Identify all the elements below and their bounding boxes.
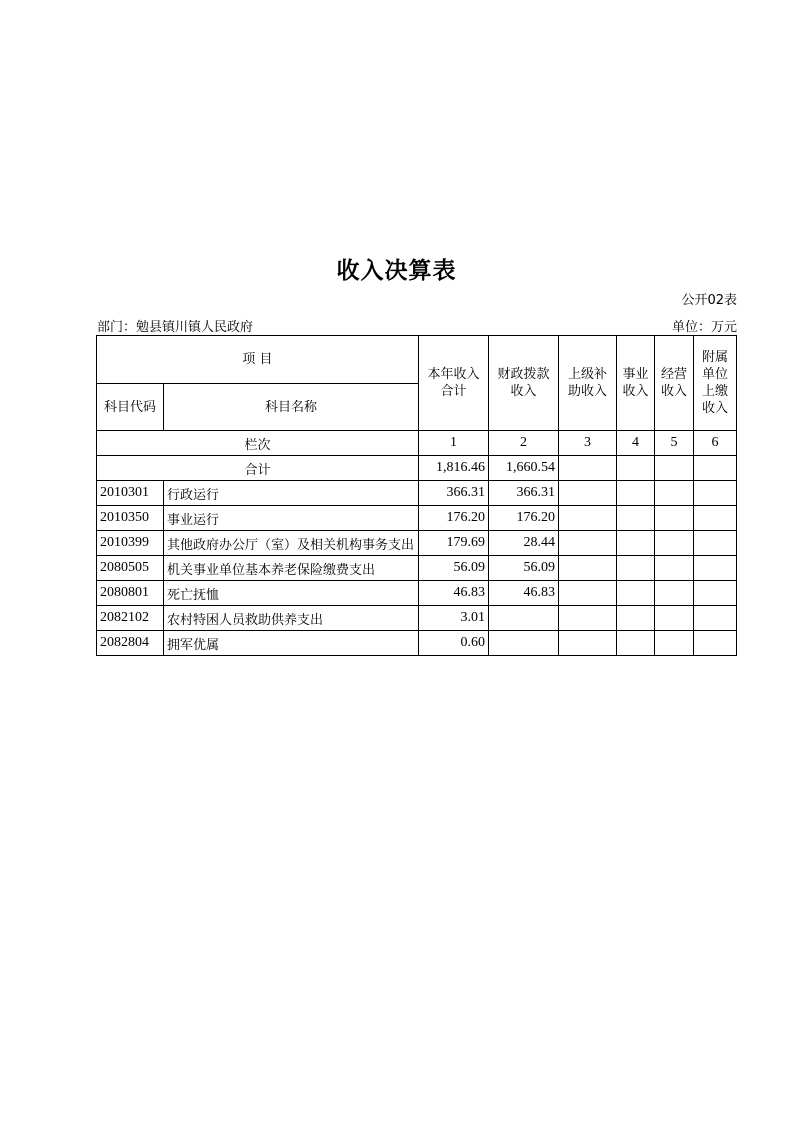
- row-fiscal: 46.83: [489, 581, 559, 606]
- row-business: [617, 631, 655, 656]
- row-name: 农村特困人员救助供养支出: [164, 606, 419, 631]
- row-business: [617, 531, 655, 556]
- header-superior: 上级补助收入: [559, 336, 617, 431]
- row-business: [617, 506, 655, 531]
- header-item: 项 目: [97, 336, 419, 384]
- row-code: 2080801: [97, 581, 164, 606]
- row-name: 行政运行: [164, 481, 419, 506]
- row-code: 2010350: [97, 506, 164, 531]
- row-total: 3.01: [419, 606, 489, 631]
- total-affiliated: [694, 456, 737, 481]
- column-number: 5: [655, 431, 694, 456]
- header-total: 本年收入合计: [419, 336, 489, 431]
- header-name: 科目名称: [164, 384, 419, 431]
- row-affiliated: [694, 531, 737, 556]
- row-code: 2080505: [97, 556, 164, 581]
- total-label: 合计: [97, 456, 419, 481]
- row-operating: [655, 631, 694, 656]
- row-fiscal: 366.31: [489, 481, 559, 506]
- total-row: [97, 456, 737, 481]
- total-superior: [559, 456, 617, 481]
- column-number-row: [97, 431, 737, 456]
- row-total: 366.31: [419, 481, 489, 506]
- table-row: [97, 581, 737, 606]
- header-affiliated: 附属单位上缴收入: [694, 336, 737, 431]
- row-total: 176.20: [419, 506, 489, 531]
- header-operating: 经营收入: [655, 336, 694, 431]
- column-number: 1: [419, 431, 489, 456]
- row-business: [617, 581, 655, 606]
- table-row: [97, 481, 737, 506]
- table-body: [97, 481, 737, 656]
- row-operating: [655, 606, 694, 631]
- row-code: 2082102: [97, 606, 164, 631]
- row-affiliated: [694, 506, 737, 531]
- department-label: 部门：勉县镇川镇人民政府: [97, 320, 254, 335]
- table-row: [97, 506, 737, 531]
- page-title: 收入决算表: [336, 258, 457, 284]
- row-fiscal: 176.20: [489, 506, 559, 531]
- row-affiliated: [694, 606, 737, 631]
- row-fiscal: 28.44: [489, 531, 559, 556]
- row-business: [617, 556, 655, 581]
- row-total: 56.09: [419, 556, 489, 581]
- row-operating: [655, 506, 694, 531]
- row-superior: [559, 531, 617, 556]
- row-operating: [655, 481, 694, 506]
- table-row: [97, 631, 737, 656]
- row-affiliated: [694, 556, 737, 581]
- row-total: 0.60: [419, 631, 489, 656]
- header-fiscal: 财政拨款收入: [489, 336, 559, 431]
- row-name: 机关事业单位基本养老保险缴费支出: [164, 556, 419, 581]
- row-total: 179.69: [419, 531, 489, 556]
- row-superior: [559, 556, 617, 581]
- total-business: [617, 456, 655, 481]
- column-number: 4: [617, 431, 655, 456]
- row-fiscal: [489, 606, 559, 631]
- row-fiscal: 56.09: [489, 556, 559, 581]
- row-operating: [655, 581, 694, 606]
- column-number-label: 栏次: [97, 431, 419, 456]
- unit-label: 单位：万元: [671, 320, 737, 335]
- row-business: [617, 481, 655, 506]
- header-business: 事业收入: [617, 336, 655, 431]
- row-affiliated: [694, 631, 737, 656]
- row-fiscal: [489, 631, 559, 656]
- row-superior: [559, 581, 617, 606]
- row-superior: [559, 631, 617, 656]
- row-name: 其他政府办公厅（室）及相关机构事务支出: [164, 531, 419, 556]
- row-operating: [655, 531, 694, 556]
- row-affiliated: [694, 581, 737, 606]
- row-name: 事业运行: [164, 506, 419, 531]
- total-income: 1,816.46: [419, 456, 489, 481]
- table-row: [97, 531, 737, 556]
- row-name: 死亡抚恤: [164, 581, 419, 606]
- row-total: 46.83: [419, 581, 489, 606]
- column-number: 6: [694, 431, 737, 456]
- row-superior: [559, 606, 617, 631]
- row-operating: [655, 556, 694, 581]
- column-number: 3: [559, 431, 617, 456]
- column-number: 2: [489, 431, 559, 456]
- row-code: 2082804: [97, 631, 164, 656]
- table-row: [97, 606, 737, 631]
- row-superior: [559, 506, 617, 531]
- total-fiscal: 1,660.54: [489, 456, 559, 481]
- form-number: 公开02表: [681, 293, 737, 308]
- row-business: [617, 606, 655, 631]
- total-operating: [655, 456, 694, 481]
- row-name: 拥军优属: [164, 631, 419, 656]
- row-superior: [559, 481, 617, 506]
- header-code: 科目代码: [97, 384, 164, 431]
- row-code: 2010399: [97, 531, 164, 556]
- row-code: 2010301: [97, 481, 164, 506]
- row-affiliated: [694, 481, 737, 506]
- income-table: [96, 335, 737, 656]
- table-row: [97, 556, 737, 581]
